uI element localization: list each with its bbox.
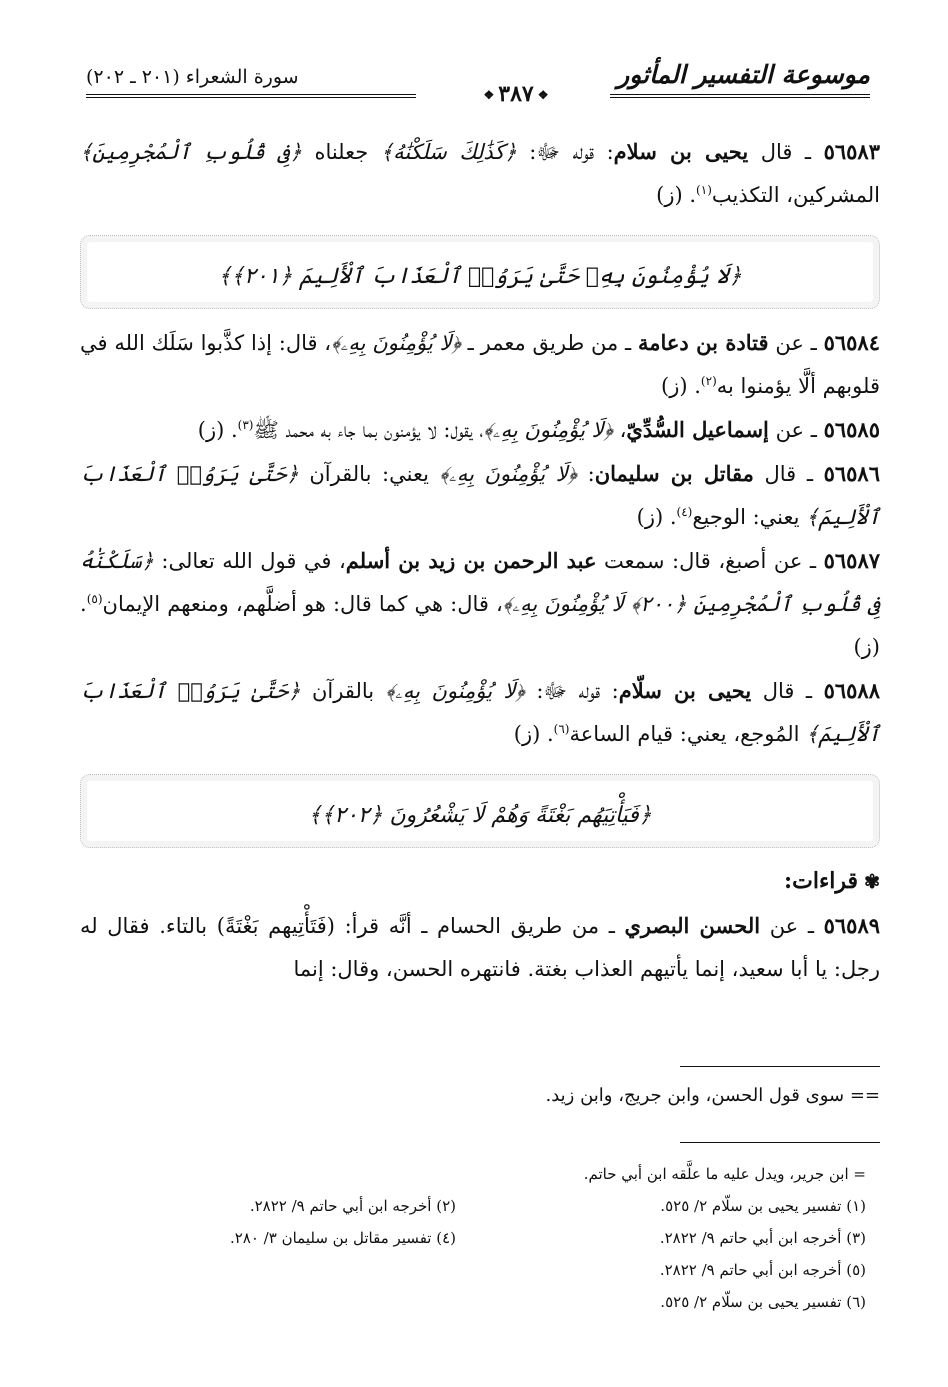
narrator-name: قتادة بن دعامة [637, 330, 769, 355]
footnotes [86, 1158, 866, 1311]
paragraph-text: المُوجع، يعني: قيام الساعة [569, 722, 807, 746]
page-header [86, 60, 870, 108]
hadith-paragraph [80, 539, 880, 669]
hadith-paragraph [80, 321, 880, 408]
paragraph-text: ، يقول: لا يؤمنون بما جاء به محمد ﷺ [253, 418, 484, 442]
paragraph-text: . (ز) [661, 374, 701, 398]
paragraph-text: . (ز) [656, 183, 697, 207]
paragraph-text: ، [612, 418, 627, 442]
book-title: موسوعة التفسير المأثور [617, 60, 870, 89]
paragraph-text: ـ عن أصبغ، قال: سمعت [596, 549, 824, 573]
ayah-text-202: ﴿فَيَأْتِيَهُم بَغْتَةً وَهُمْ لَا يَشْعُرُونَ ﴿٢٠٢﴾﴾ [308, 803, 652, 828]
narrator-name: يحيى بن سلام [613, 139, 749, 164]
paragraph-text: . (ز) [513, 722, 554, 746]
paragraph-text: ـ عن [768, 331, 824, 355]
paragraph-text: . (ز) [197, 418, 238, 442]
ayah-box-201 [80, 235, 880, 309]
paragraph-text: ـ عن [768, 418, 824, 442]
paragraph-text: ، قال: إذا كذَّبوا سَلَك الله في قلوبهم ألَّا يؤمنوا به [80, 331, 880, 398]
footnote-item: (٣) أخرجه ابن أبي حاتم ٩/ ٢٨٢٢. [659, 1229, 866, 1247]
quran-quote: ﴿حَتَّىٰ يَرَوُا۟ ٱلْعَذَابَ ٱلْأَلِيمَ﴾ [80, 462, 880, 529]
quran-quote: ﴿لَا يُؤْمِنُونَ بِهِۦ﴾ [483, 418, 613, 442]
quran-quote: ﴿حَتَّىٰ يَرَوُا۟ ٱلْعَذَابَ ٱلْأَلِيمَ﴾ [80, 679, 880, 746]
flower-icon: ✾ [864, 871, 880, 893]
ornament-icon: ❖ [537, 88, 549, 102]
hadith-paragraph [80, 408, 880, 452]
quran-quote: ﴿لَا يُؤْمِنُونَ بِهِۦ﴾ [331, 331, 461, 355]
hadith-paragraph [80, 904, 880, 991]
hadith-paragraph [80, 669, 880, 756]
footnote-column-left [230, 1190, 456, 1254]
footnote-item: (٦) تفسير يحيى بن سلّام ٢/ ٥٢٥. [660, 1293, 866, 1311]
quran-quote: ﴿كَذَٰلِكَ سَلَكْنَٰهُ﴾ [380, 140, 517, 164]
narrator-name: عبد الرحمن بن زيد بن أسلم [345, 548, 597, 573]
paragraph-text: يعني: الوجيع [692, 505, 807, 529]
paragraph-text: . (ز) [80, 592, 880, 659]
quran-quote: ﴿فِى قُلُوبِ ٱلْمُجْرِمِينَ﴾ [80, 140, 302, 164]
footnote-item: (٤) تفسير مقاتل بن سليمان ٣/ ٢٨٠. [229, 1229, 456, 1247]
paragraph-text: بالقرآن [300, 679, 386, 703]
header-rule-right [610, 94, 870, 98]
paragraph-text: : قوله ﷻ: [516, 140, 614, 164]
quran-quote: ﴿لَا يُؤْمِنُونَ بِهِۦ﴾ [439, 462, 577, 486]
footnote-separator-2 [680, 1142, 880, 1143]
narrator-name: الحسن البصري [624, 913, 761, 938]
footnote-ref: (٥) [86, 592, 103, 606]
footnote-ref: (٢) [700, 374, 717, 388]
paragraph-text: ، قال: هي كما قال: هو أضلَّهم، ومنعهم الإيمان [102, 592, 503, 616]
ayah-text-201: ﴿لَا يُؤْمِنُونَ بِهِۦ حَتَّىٰ يَرَوُا۟ ٱلْعَذَابَ ٱلْأَلِيمَ ﴿٢٠١﴾﴾ [218, 264, 742, 289]
hadith-number: ٥٦٥٨٧ [823, 548, 881, 573]
page-number-block [441, 81, 591, 107]
paragraph-text: ـ قال [751, 679, 824, 703]
paragraph-text: . (ز) [636, 505, 677, 529]
paragraph-text: ـ من طريق الحسام ـ أنَّه قرأ: (فَتَأْتِيهم بَغْتَةً) بالتاء. فقال له رجل: يا أبا سعيد، إنما يأتيهم العذاب بغتة. فانتهره الحسن، وقال: إنما [80, 914, 880, 981]
footnote-separator-1 [680, 1066, 880, 1067]
paragraph-text: ـ قال [748, 140, 824, 164]
continuation-note: == سوى قول الحسن، وابن جريج، وابن زيد. [545, 1085, 880, 1106]
footnote-ref: (٣) [237, 418, 254, 432]
paragraph-text: جعلناه [301, 140, 381, 164]
quran-quote: ﴿لَا يُؤْمِنُونَ بِهِۦ﴾ [385, 679, 525, 703]
paragraph-text: ، في قول الله تعالى: [153, 549, 346, 573]
footnote-ref: (١) [696, 183, 712, 197]
main-text [80, 130, 880, 991]
narrator-name: يحيى بن سلّام [618, 678, 752, 703]
section-heading [80, 860, 880, 904]
paragraph-group-2 [80, 321, 880, 756]
hadith-paragraph [80, 452, 880, 539]
hadith-number: ٥٦٥٨٨ [823, 678, 880, 703]
surah-title: سورة الشعراء (٢٠١ ـ ٢٠٢) [86, 66, 299, 88]
narrator-name: إسماعيل السُّدِّيّ [626, 417, 769, 442]
hadith-number: ٥٦٥٨٦ [823, 461, 880, 486]
footnote-column-right [660, 1190, 866, 1318]
paragraph-text: ـ من طريق معمر ـ [460, 331, 638, 355]
paragraph-text: ـ قال [753, 462, 824, 486]
ayah-box-202 [80, 774, 880, 848]
quran-quote: ﴿سَلَكْنَٰهُ فِى قُلُوبِ ٱلْمُجْرِمِينَ ﴿٢٠٠﴾ لَا يُؤْمِنُونَ بِهِۦ﴾ [80, 549, 880, 616]
footnote-lead: = ابن جرير، ويدل عليه ما علَّقه ابن أبي حاتم. [583, 1165, 866, 1183]
paragraph-text: : قوله ﷻ: [524, 679, 619, 703]
header-rule-left [86, 94, 416, 98]
ornament-icon: ❖ [483, 88, 495, 102]
footnote-ref: (٤) [676, 505, 693, 519]
footnote-ref: (٦) [553, 722, 570, 736]
footnote-item: (١) تفسير يحيى بن سلّام ٢/ ٥٢٥. [660, 1197, 866, 1215]
hadith-number: ٥٦٥٨٣ [823, 139, 880, 164]
footnote-item: (٢) أخرجه ابن أبي حاتم ٩/ ٢٨٢٢. [249, 1197, 456, 1215]
paragraph-text: ـ عن [760, 914, 824, 938]
hadith-number: ٥٦٥٨٥ [823, 417, 880, 442]
paragraph-group-3 [80, 904, 880, 991]
footnote-item: (٥) أخرجه ابن أبي حاتم ٩/ ٢٨٢٢. [659, 1261, 866, 1279]
page-number: ٣٨٧ [498, 81, 534, 107]
paragraph-text: يعني: بالقرآن [298, 462, 440, 486]
narrator-name: مقاتل بن سليمان [594, 461, 754, 486]
paragraph-text: المشركين، التكذيب [711, 183, 880, 207]
hadith-number: ٥٦٥٨٩ [823, 913, 881, 938]
hadith-number: ٥٦٥٨٤ [823, 330, 880, 355]
paragraph-text: : [577, 462, 595, 486]
paragraph-group-1 [80, 130, 880, 217]
section-heading-text: قراءات: [784, 868, 859, 894]
hadith-paragraph [80, 130, 880, 217]
